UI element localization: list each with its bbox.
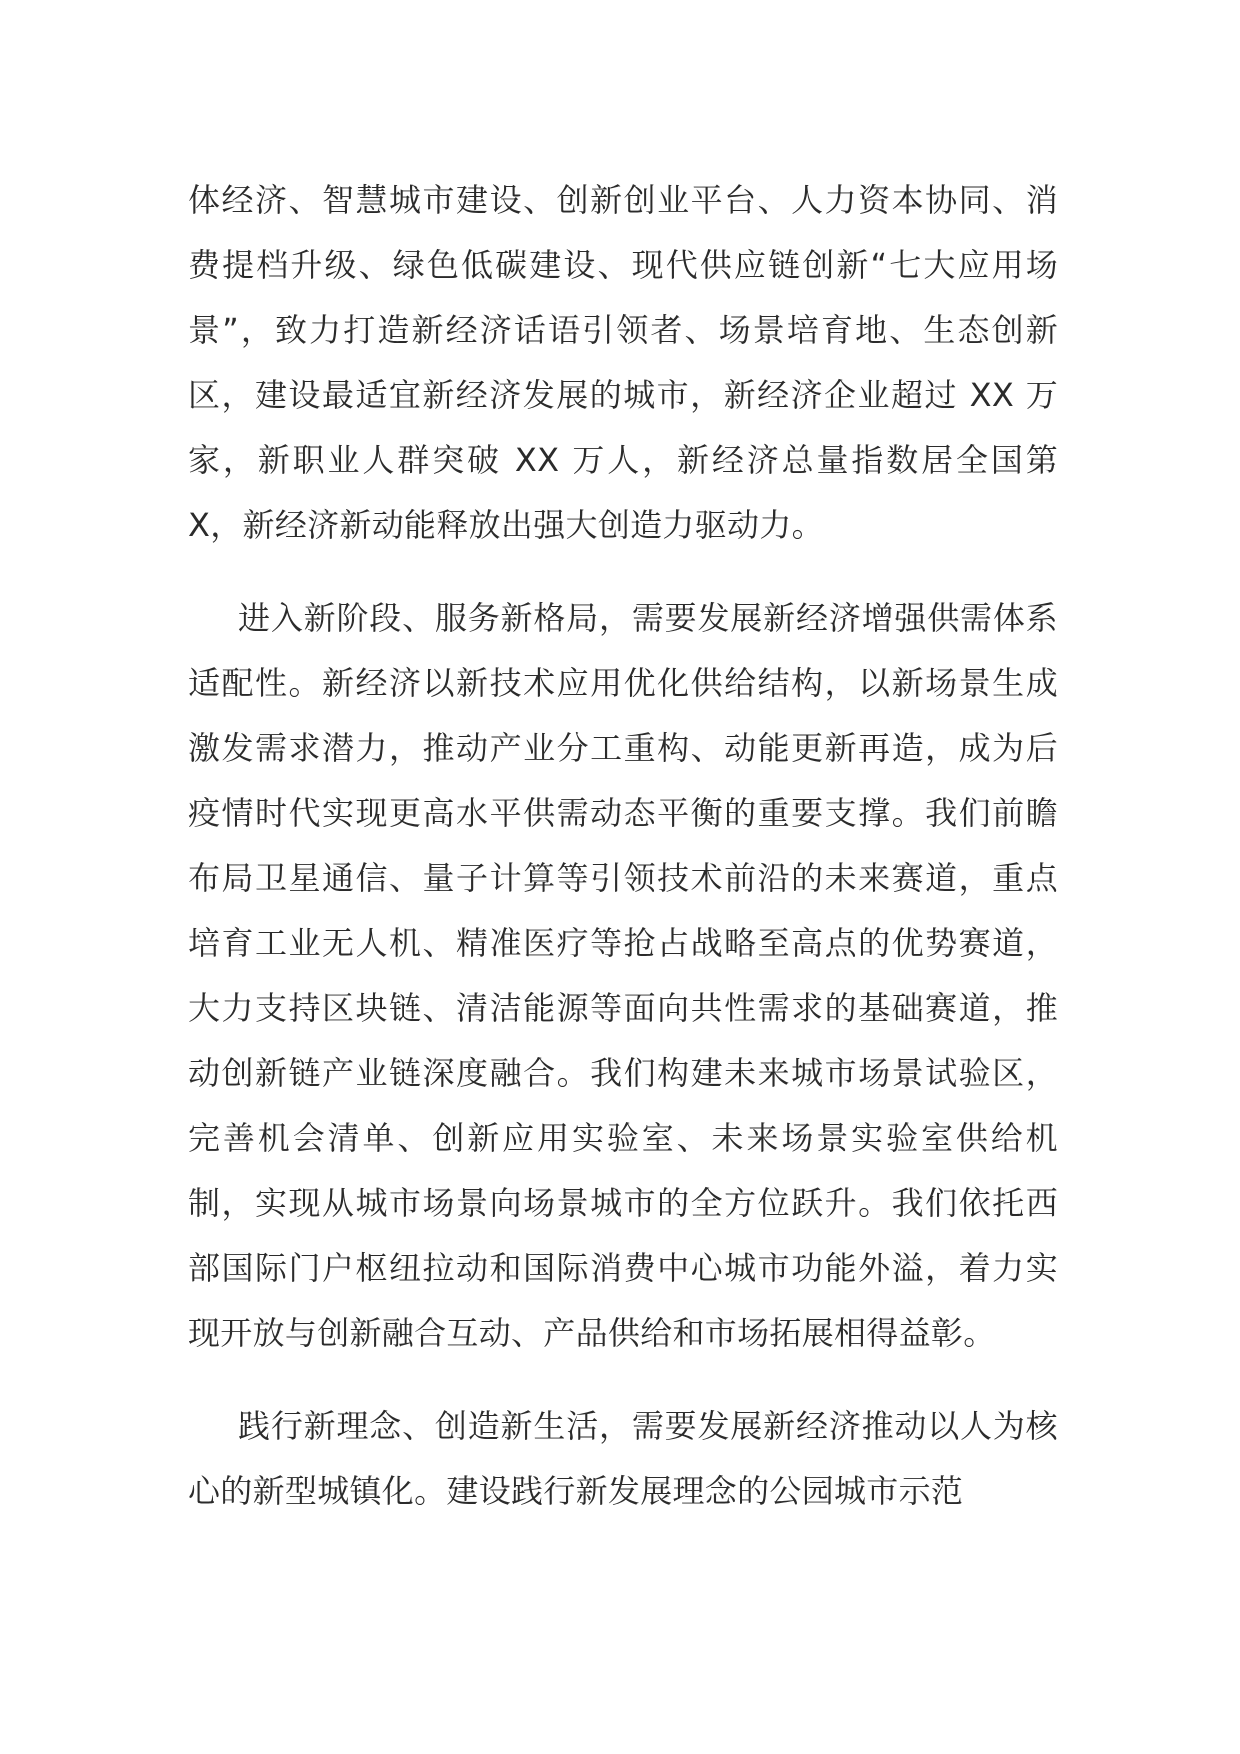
paragraph-3: 践行新理念、创造新生活，需要发展新经济推动以人为核心的新型城镇化。建设践行新发展理念的公园城市示范 (188, 1407, 1058, 1510)
document-body (188, 168, 1058, 1552)
paragraph-2: 进入新阶段、服务新格局，需要发展新经济增强供需体系适配性。新经济以新技术应用优化供给结构，以新场景生成激发需求潜力，推动产业分工重构、动能更新再造，成为后疫情时代实现更高水平供需动态平衡的重要支撑。我们前瞻布局卫星通信、量子计算等引领技术前沿的未来赛道，重点培育工业无人机、精准医疗等抢占战略至高点的优势赛道，大力支持区块链、清洁能源等面向共性需求的基础赛道，推动创新链产业链深度融合。我们构建未来城市场景试验区，完善机会清单、创新应用实验室、未来场景实验室供给机制，实现从城市场景向场景城市的全方位跃升。我们依托西部国际门户枢纽拉动和国际消费中心城市功能外溢，着力实现开放与创新融合互动、产品供给和市场拓展相得益彰。 (188, 599, 1058, 1352)
paragraph-1: 体经济、智慧城市建设、创新创业平台、人力资本协同、消费提档升级、绿色低碳建设、现代供应链创新“七大应用场景”，致力打造新经济话语引领者、场景培育地、生态创新区，建设最适宜新经济发展的城市，新经济企业超过 XX 万家，新职业人群突破 XX 万人，新经济总量指数居全国第 X，新经济新动能释放出强大创造力驱动力。 (188, 181, 1058, 544)
